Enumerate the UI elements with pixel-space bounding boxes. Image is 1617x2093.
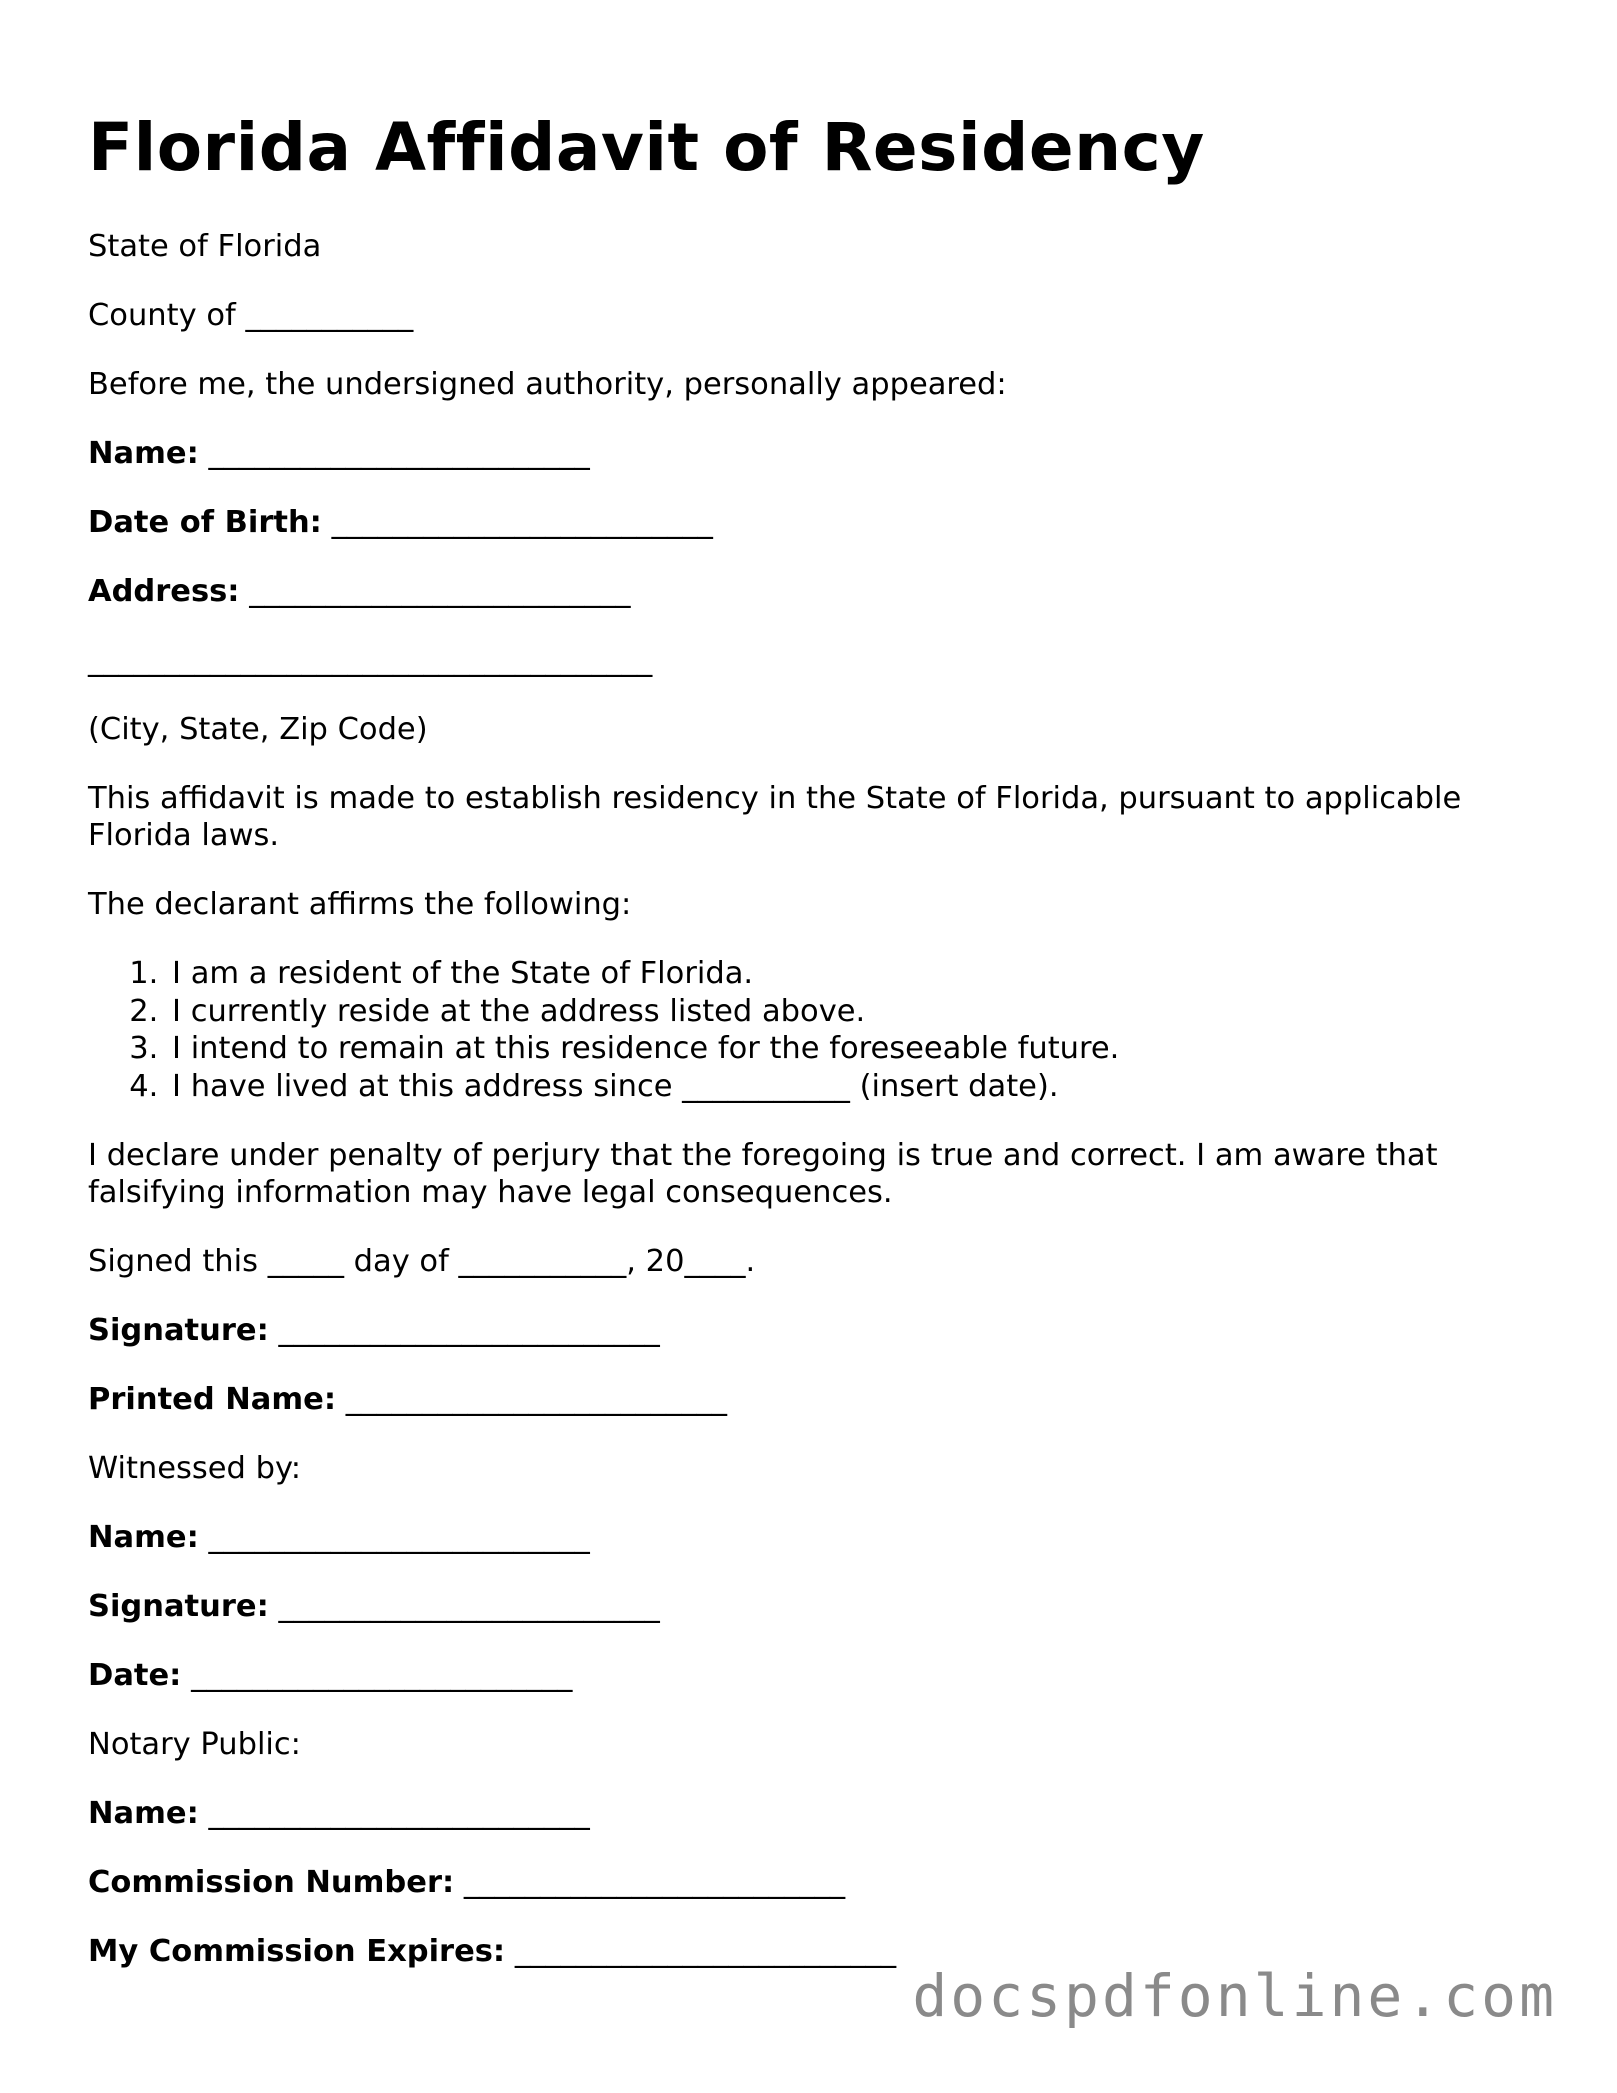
dob-line [88,504,1548,541]
affirmation-item: 4. I have lived at this address since ___________ (insert date). [168,1068,1548,1106]
affirmation-item: 3. I intend to remain at this residence for the foreseeable future. [168,1030,1548,1068]
commission-expires-blank[interactable]: _________________________ [514,1934,897,1969]
perjury-statement: I declare under penalty of perjury that the foregoing is true and correct. I am aware that falsifying information may have legal consequences. [88,1138,1438,1210]
declarant-name-blank[interactable]: _________________________ [208,436,590,471]
commission-number-line [88,1864,1548,1901]
state-line: State of Florida [88,229,322,264]
affirmation-item: 2. I currently reside at the address listed above. [168,993,1548,1031]
printed-name-line [88,1381,1548,1418]
declarant-name-line [88,435,1548,472]
notary-heading: Notary Public: [88,1727,301,1762]
purpose-text: This affidavit is made to establish residency in the State of Florida, pursuant to applicable Florida laws. [88,781,1462,853]
county-blank[interactable]: ___________ [245,298,414,333]
county-line [88,297,1548,334]
witness-heading: Witnessed by: [88,1451,302,1486]
witness-date-blank[interactable]: _________________________ [191,1658,573,1693]
witness-name-label: Name: [88,1520,199,1555]
signature-label: Signature: [88,1313,269,1348]
document-title: Florida Affidavit of Residency [88,109,1205,186]
affirm-intro: The declarant affirms the following: [88,887,632,922]
commission-number-blank[interactable]: _________________________ [463,1865,846,1900]
declarant-name-label: Name: [88,436,199,471]
address-label: Address: [88,574,240,609]
address-line-2-blank[interactable]: _____________________________________ [88,643,653,678]
affidavit-document [88,108,1548,2002]
county-label: County of [88,298,236,333]
printed-name-label: Printed Name: [88,1382,337,1417]
witness-name-line [88,1519,1548,1556]
witness-name-blank[interactable]: _________________________ [208,1520,590,1555]
witness-signature-label: Signature: [88,1589,269,1624]
notary-name-label: Name: [88,1796,199,1831]
notary-name-line [88,1795,1548,1832]
affirmation-item: 1. I am a resident of the State of Florida. [168,955,1548,993]
address-blank[interactable]: _________________________ [249,574,631,609]
notary-name-blank[interactable]: _________________________ [208,1796,590,1831]
witness-date-line [88,1657,1548,1694]
printed-name-blank[interactable]: _________________________ [345,1382,728,1417]
watermark: docspdfonline.com [912,1962,1557,2030]
declarant-signature-line [88,1312,1548,1349]
commission-expires-label: My Commission Expires: [88,1934,506,1969]
signed-date-line[interactable]: Signed this _____ day of ___________, 20____. [88,1244,756,1279]
witness-signature-blank[interactable]: _________________________ [278,1589,660,1624]
address-hint: (City, State, Zip Code) [88,712,428,747]
signature-blank[interactable]: _________________________ [278,1313,660,1348]
witness-date-label: Date: [88,1658,182,1693]
witness-signature-line [88,1588,1548,1625]
intro-text: Before me, the undersigned authority, personally appeared: [88,367,1007,402]
dob-label: Date of Birth: [88,505,322,540]
commission-number-label: Commission Number: [88,1865,455,1900]
affirmations-list [88,955,1548,1105]
address-line [88,573,1548,610]
dob-blank[interactable]: _________________________ [331,505,713,540]
